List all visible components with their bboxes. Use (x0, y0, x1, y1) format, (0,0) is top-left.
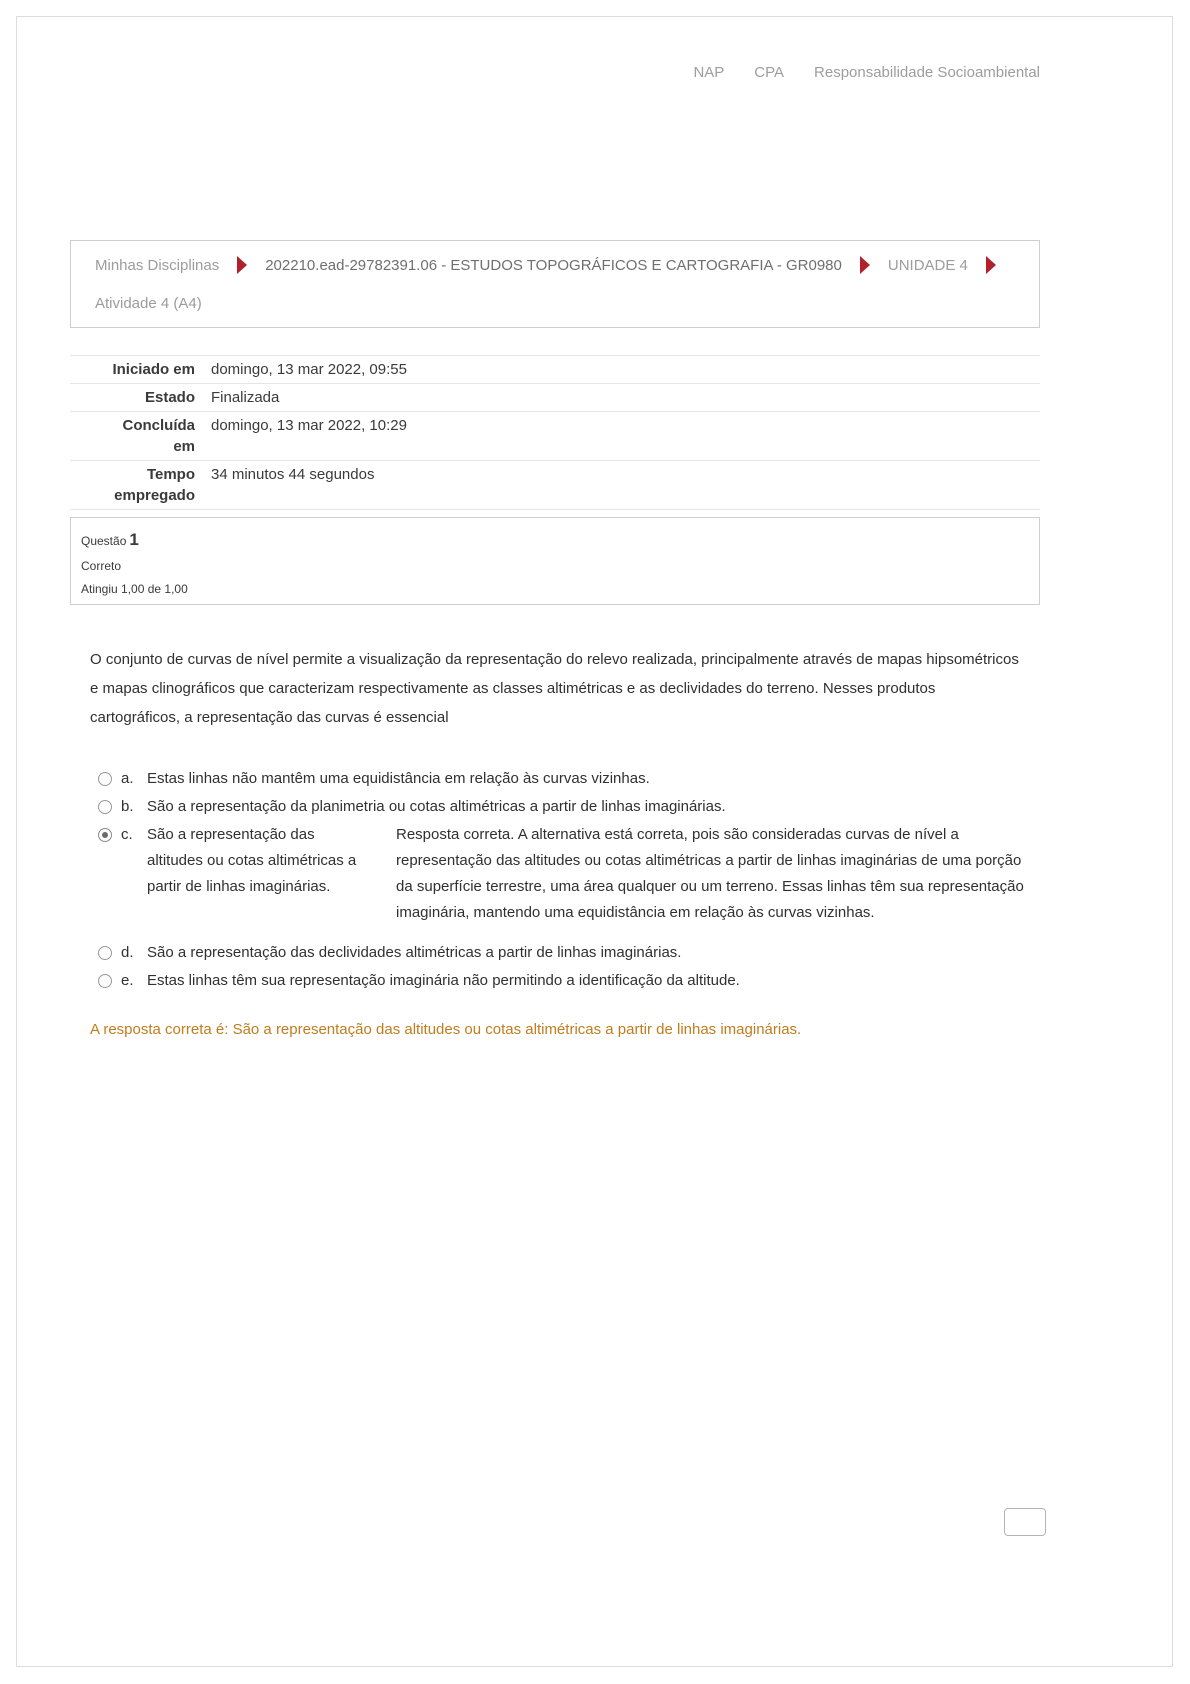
question-status: Correto (81, 559, 122, 573)
question-number: 1 (129, 530, 139, 549)
radio-button-a[interactable] (98, 772, 112, 786)
radio-button-b[interactable] (98, 800, 112, 814)
option-row-d (98, 940, 1026, 966)
summary-row-iniciado-em (70, 355, 1040, 383)
nav-link-nap[interactable]: NAP (693, 64, 725, 81)
top-nav (693, 64, 1040, 81)
breadcrumb-item-course[interactable]: 202210.ead-29782391.06 - ESTUDOS TOPOGRÁFICOS E CARTOGRAFIA - GR0980 (265, 256, 842, 274)
breadcrumb (70, 240, 1040, 328)
option-text: São a representação das altitudes ou cotas altimétricas a partir de linhas imaginárias. (147, 826, 357, 895)
option-row-a (98, 766, 1026, 792)
nav-link-responsabilidade-socioambiental[interactable]: Responsabilidade Socioambiental (814, 64, 1040, 81)
chevron-right-icon (237, 256, 247, 274)
summary-label: Tempo empregado (114, 466, 195, 504)
option-text: São a representação das declividades altimétricas a partir de linhas imaginárias. (147, 944, 682, 961)
option-row-b (98, 794, 1026, 820)
option-letter: c. (121, 826, 133, 843)
question-text: O conjunto de curvas de nível permite a visualização da representação do relevo realizada, principalmente através de mapas hipsométricos e mapas clinográficos que caracterizam respectivamente as classes altimétricas e as declividades do terreno. Nesses produtos cartográficos, a representação das curvas é essencial (90, 651, 1019, 726)
right-answer-text: A resposta correta é: São a representação das altitudes ou cotas altimétricas a partir de linhas imaginárias. (90, 1021, 802, 1038)
options-list (98, 766, 1026, 996)
nav-link-cpa[interactable]: CPA (754, 64, 785, 81)
breadcrumb-item-atividade-4: Atividade 4 (A4) (95, 294, 202, 312)
summary-row-concluida-em (70, 411, 1040, 460)
breadcrumb-item-minhas-disciplinas[interactable]: Minhas Disciplinas (95, 256, 220, 274)
chevron-right-icon (986, 256, 996, 274)
question-label: Questão (81, 534, 127, 548)
option-letter: e. (121, 972, 134, 989)
summary-label: Iniciado em (112, 361, 195, 378)
radio-button-c[interactable] (98, 828, 112, 842)
radio-button-d[interactable] (98, 946, 112, 960)
summary-value: Finalizada (211, 389, 280, 406)
option-row-e (98, 968, 1026, 994)
breadcrumb-line-1 (95, 254, 1019, 276)
option-feedback: Resposta correta. A alternativa está correta, pois são consideradas curvas de nível a representação das altitudes ou cotas altimétricas a partir de linhas imaginárias de uma porção da superfície terrestre, uma área qualquer ou um terreno. Essas linhas têm sua representação imaginária, mantendo uma equidistância em relação às curvas vizinhas. (396, 826, 1024, 921)
summary-value: 34 minutos 44 segundos (211, 466, 375, 483)
option-letter: a. (121, 770, 134, 787)
option-text: Estas linhas não mantêm uma equidistância em relação às curvas vizinhas. (147, 770, 650, 787)
question-grade: Atingiu 1,00 de 1,00 (81, 582, 188, 596)
option-text: São a representação da planimetria ou cotas altimétricas a partir de linhas imaginárias. (147, 798, 726, 815)
radio-button-e[interactable] (98, 974, 112, 988)
summary-label: Concluída em (122, 417, 195, 455)
question-number-row (81, 530, 1029, 550)
breadcrumb-item-unidade-4[interactable]: UNIDADE 4 (887, 256, 968, 274)
option-letter: d. (121, 944, 134, 961)
breadcrumb-line-2 (95, 292, 1019, 314)
summary-table (70, 355, 1040, 537)
option-letter: b. (121, 798, 134, 815)
summary-row-tempo-empregado (70, 460, 1040, 509)
summary-label: Estado (144, 389, 195, 406)
chevron-right-icon (860, 256, 870, 274)
summary-value: domingo, 13 mar 2022, 10:29 (211, 417, 407, 434)
option-row-c (98, 822, 1026, 926)
summary-row-estado (70, 383, 1040, 411)
corner-button[interactable] (1004, 1508, 1046, 1536)
option-text: Estas linhas têm sua representação imaginária não permitindo a identificação da altitude. (147, 972, 740, 989)
summary-value: domingo, 13 mar 2022, 09:55 (211, 361, 407, 378)
question-info-box (70, 517, 1040, 605)
